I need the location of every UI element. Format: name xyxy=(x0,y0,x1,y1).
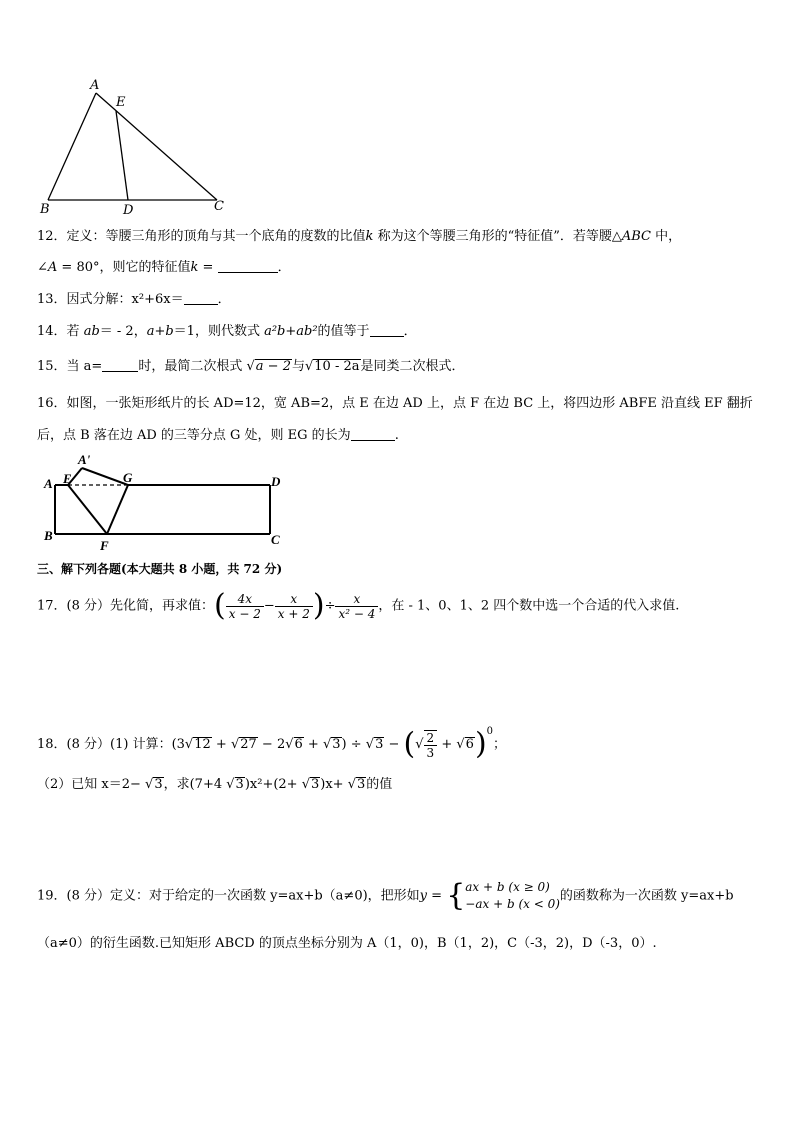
q12-k: k xyxy=(365,229,374,244)
q18-r3b: 3 xyxy=(375,737,384,752)
label-a-prime: A' xyxy=(78,452,91,467)
q18-end: ； xyxy=(493,737,507,752)
q14-end: ． xyxy=(403,324,417,339)
q18-l2d: )x+ xyxy=(320,777,348,792)
edge-ef xyxy=(68,485,107,534)
q17-f2d: x + 2 xyxy=(277,606,310,621)
q18-rad3: √3 xyxy=(322,737,341,752)
q18-lparen: ( xyxy=(403,726,416,762)
label-g: G xyxy=(123,470,133,485)
q16-line2: 后，点 B 落在边 AD 的三等分点 G 处，则 EG 的长为 xyxy=(37,428,351,443)
q17-f2n: x xyxy=(275,592,313,607)
label-c: C xyxy=(214,199,224,214)
q18-p4: ) ÷ xyxy=(341,737,366,752)
q19-case2: −ax + b (x < 0) xyxy=(465,897,560,911)
q18-l2e: 的值 xyxy=(366,777,393,792)
question-18-part1 xyxy=(37,714,507,762)
q15-radical-1: √a − 2 xyxy=(246,359,291,374)
q15-rad2: 10 - 2a xyxy=(314,359,360,374)
q19-case1: ax + b (x ≥ 0) xyxy=(465,880,550,894)
q17-rparen: ) xyxy=(312,588,325,623)
q17-f3n: x xyxy=(335,592,378,607)
q18-fd: 3 xyxy=(426,745,435,760)
q14-c: ＝1，则代数式 xyxy=(173,324,265,339)
q12-text-b: 称为这个等腰三角形的“特征值”．若等腰△ xyxy=(373,229,622,244)
q17-f3d: x² − 4 xyxy=(338,606,376,621)
q13-end: ． xyxy=(217,292,231,307)
label-a: A xyxy=(90,78,100,93)
q17-frac1 xyxy=(226,592,264,621)
label-b2: B xyxy=(44,528,53,543)
q15-a: 15．当 a= xyxy=(37,359,103,374)
q14-answer-blank[interactable] xyxy=(370,323,404,337)
q18-exp: 0 xyxy=(486,726,494,737)
q18-rparen: ) xyxy=(474,726,487,762)
q18-r3d: 3 xyxy=(235,777,244,792)
q19-b: 的函数称为一次函数 y=ax+b xyxy=(559,888,734,904)
question-18-part2 xyxy=(37,776,392,794)
label-d: D xyxy=(123,203,134,218)
q16-line1: 16．如图，一张矩形纸片的长 AD=12，宽 AB=2，点 E 在边 AD 上，点 F 在边 BC 上，将四边形 ABFE 沿直线 EF 翻折 xyxy=(37,396,753,411)
figure-triangle xyxy=(35,78,235,220)
q18-rad3b: √3 xyxy=(365,737,384,752)
q18-r12: 12 xyxy=(194,737,211,752)
q12-text-d: = 80°，则它的特征值 xyxy=(57,260,191,275)
label-a2: A xyxy=(44,476,53,491)
q12-angle: ∠ xyxy=(37,260,48,275)
q18-p6: + xyxy=(437,737,457,752)
question-19-line1 xyxy=(37,876,734,920)
question-15 xyxy=(37,358,465,376)
q15-answer-blank[interactable] xyxy=(102,358,138,372)
edge-a1g xyxy=(82,468,128,485)
q12-text-c: 中， xyxy=(651,229,682,244)
q12-abc: ABC xyxy=(621,229,652,244)
question-17 xyxy=(37,588,679,628)
q14-apb: a+b xyxy=(146,324,174,339)
q16-end: . xyxy=(394,428,399,443)
q12-k2: k xyxy=(190,260,199,275)
q17-div: ÷ xyxy=(324,598,336,614)
q19-y: y = xyxy=(419,888,447,904)
q14-b: ＝ - 2， xyxy=(99,324,147,339)
q18-l2b: ，求(7+4 xyxy=(163,777,227,792)
q14-expr: a²b+ab² xyxy=(264,324,318,339)
q13-answer-blank[interactable] xyxy=(184,291,218,305)
side-ab xyxy=(48,93,96,200)
q18-rad3f: √3 xyxy=(347,777,366,792)
q18-p2: − 2 xyxy=(257,737,286,752)
q12-text-e: = xyxy=(198,260,214,275)
q18-rad3c: √3 xyxy=(145,777,163,792)
rectangle-diagram xyxy=(35,452,295,554)
label-d2: D xyxy=(271,474,281,489)
question-19-line2 xyxy=(37,935,657,953)
q15-radical-2: √10 - 2a xyxy=(304,359,360,374)
q18-frac xyxy=(424,730,438,760)
q17-frac3 xyxy=(335,592,378,621)
q18-p3: + xyxy=(303,737,323,752)
q19-cases xyxy=(465,879,560,913)
q17-b: ，在 - 1、0、1、2 四个数中选一个合适的代入求值. xyxy=(378,598,680,614)
q15-b: 时，最简二次根式 xyxy=(138,359,243,374)
question-16-line1 xyxy=(37,395,753,413)
label-e: E xyxy=(116,95,126,110)
q18-a: 18．(8 分）(1) 计算： xyxy=(37,737,172,752)
q18-r3e: 3 xyxy=(311,777,320,792)
q17-frac2 xyxy=(275,592,313,621)
q17-minus: − xyxy=(263,598,275,614)
q12-text-a: 12．定义：等腰三角形的顶角与其一个底角的度数的比值 xyxy=(37,229,366,244)
q18-rad12: √12 xyxy=(184,737,211,752)
q17-f1n: 4x xyxy=(226,592,264,607)
q18-rad6b: √6 xyxy=(456,737,474,752)
q18-r6: 6 xyxy=(294,737,303,752)
figure-rectangle-fold xyxy=(35,452,295,554)
q18-r3c: 3 xyxy=(154,777,163,792)
q12-answer-blank[interactable] xyxy=(218,259,278,273)
section-3-title xyxy=(37,560,282,578)
question-12-line2 xyxy=(37,259,291,277)
q18-r3: 3 xyxy=(332,737,341,752)
q18-l2c: )x²+(2+ xyxy=(244,777,302,792)
q12-end: ． xyxy=(277,260,291,275)
q18-r27: 27 xyxy=(240,737,257,752)
q18-rad3e: √3 xyxy=(301,777,320,792)
question-16-line2 xyxy=(37,427,399,445)
question-13 xyxy=(37,291,231,309)
q18-r6b: 6 xyxy=(465,737,474,752)
q16-answer-blank[interactable] xyxy=(351,427,395,441)
q14-d: 的值等于 xyxy=(317,324,370,339)
triangle-diagram xyxy=(35,78,235,220)
q19-line2: （a≠0）的衍生函数.已知矩形 ABCD 的顶点坐标分别为 A（1，0)，B（1，2)，C（-3，2)，D（-3，0）. xyxy=(37,936,657,951)
q15-d: 是同类二次根式． xyxy=(360,359,465,374)
label-e2: E xyxy=(63,471,72,486)
q18-r3f: 3 xyxy=(357,777,366,792)
q18-p1: + xyxy=(211,737,231,752)
side-ac xyxy=(96,93,217,200)
q18-p5: − xyxy=(384,737,404,752)
question-14 xyxy=(37,323,417,341)
q13-text: 13．因式分解：x²+6x＝ xyxy=(37,292,184,307)
label-b: B xyxy=(40,202,50,217)
edge-gf xyxy=(107,485,128,534)
question-12-line1 xyxy=(37,228,681,246)
q14-ab: ab xyxy=(83,324,100,339)
label-c2: C xyxy=(271,532,280,547)
q15-c: 与 xyxy=(291,359,305,374)
q17-lparen: ( xyxy=(214,588,226,623)
section-3-text: 三、解下列各题(本大题共 8 小题，共 72 分) xyxy=(37,562,283,576)
label-f: F xyxy=(100,538,109,553)
q19-brace: { xyxy=(446,878,466,913)
q18-rad3d: √3 xyxy=(226,777,244,792)
q17-a: 17．(8 分）先化简，再求值： xyxy=(37,598,215,614)
q18-rad27: √27 xyxy=(230,737,257,752)
q18-rad6: √6 xyxy=(285,737,303,752)
q18-expr1: (3 xyxy=(171,737,185,752)
q18-l2a: （2）已知 x＝2− xyxy=(37,777,146,792)
q17-f1d: x − 2 xyxy=(228,606,261,621)
q18-radfrac: √ $\frac{2}{3}$ xyxy=(415,727,437,763)
q12-a: A xyxy=(47,260,58,275)
segment-ed xyxy=(116,111,128,200)
q19-a: 19．(8 分）定义：对于给定的一次函数 y=ax+b（a≠0)，把形如 xyxy=(37,888,420,904)
q14-a: 14．若 xyxy=(37,324,84,339)
q15-rad1: a − 2 xyxy=(255,359,291,374)
q18-fn: 2 xyxy=(424,731,438,746)
